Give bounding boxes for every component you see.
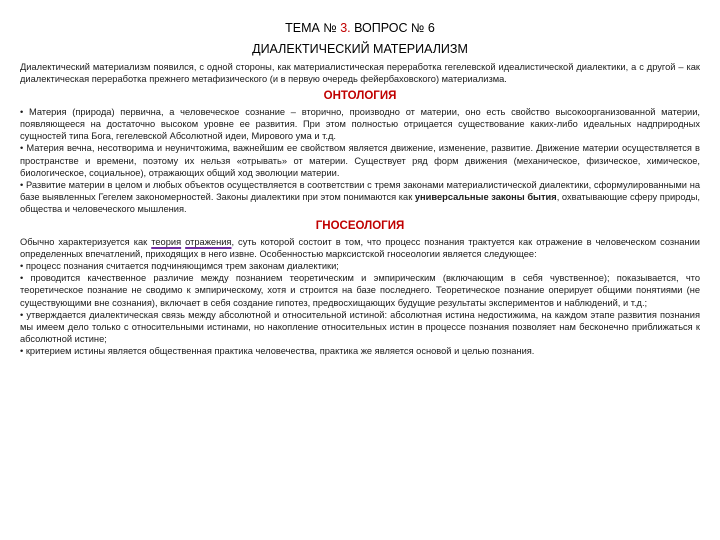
reflection-link[interactable]: отражения <box>185 237 232 248</box>
ontology-point-2: • Материя вечна, несотворима и неуничтожима, важнейшим ее свойством является движение, изменение, развитие. Движение материи осуществляется в пространстве и времени, поэтому их нельзя «отрывать» от материи. Существует ряд форм движения (механическое, физическое, химическое, биологическое, социальное), отражающих общий ход эволюции материи. <box>20 143 700 178</box>
title-suffix: ВОПРОС № 6 <box>350 21 435 35</box>
gnoseology-intro-start: Обычно характеризуется как <box>20 237 152 248</box>
ontology-point-3 <box>20 179 700 215</box>
title-prefix: ТЕМА № <box>285 21 341 35</box>
gnoseology-point-4: • критерием истины является общественная практика человечества, практика же является основой и целью познания. <box>20 345 535 356</box>
ontology-heading: ОНТОЛОГИЯ <box>323 90 397 103</box>
gnoseology-point-1: • процесс познания считается подчиняющимся трем законам диалектики; <box>20 261 339 272</box>
gnoseology-heading: ГНОСЕОЛОГИЯ <box>315 220 405 233</box>
universal-laws-term: универсальные законы бытия <box>414 191 557 202</box>
gnoseology-intro-end: , суть которой состоит в том, что процесс познания трактуется как отражение в человеческом сознании определенных впечатлений, приходящих в него извне. Особенностью марксистской гносеологии является следующее: <box>20 237 700 260</box>
slide-title <box>20 0 700 36</box>
ontology-point-3-end: , охватывающие сферу природы, общества и человеческого мышления. <box>20 191 701 214</box>
ontology-point-3-start: • Развитие материи в целом и любых объектов осуществляется в соответствии с тремя законами материалистической диалектики, сформулированными на базе выявленных Гегелем закономерностей. Законы диалектики при этом понимаются как <box>20 179 700 202</box>
intro-paragraph: Диалектический материализм появился, с одной стороны, как материалистическая переработка гегелевской идеалистической диалектики, а с другой – как диалектическая переработка прежнего метафизического (и в первую очередь фейербаховского) материализма. <box>20 62 700 85</box>
theory-link[interactable]: теория <box>151 237 182 248</box>
slide-subtitle: ДИАЛЕКТИЧЕСКИЙ МАТЕРИАЛИЗМ <box>252 42 468 56</box>
gnoseology-intro <box>20 236 700 260</box>
ontology-point-1: • Материя (природа) первична, а человеческое сознание – вторично, производно от материи, оно есть свойство высокоорганизованной материи, появляющееся на достаточно высоком уровне ее развития. При этом полностью отрицается существование каких-либо идеальных надприродных сущностей типа Бога, гегелевской Абсолютной идеи, Мирового ума и т.д. <box>20 107 700 142</box>
gnoseology-point-3: • утверждается диалектическая связь между абсолютной и относительной истиной: абсолютная истина недостижима, на каждом этапе развития познания мы имеем дело только с относительными истинами, но накопление относительных истин в процессе познания позволяет нам бесконечно приближаться к абсолютной истине; <box>20 309 700 344</box>
title-number: 3. <box>340 21 351 35</box>
gnoseology-point-2: • проводится качественное различие между познанием теоретическим и эмпирическим (включающим в себя чувственное); показывается, что теоретическое познание не сводимо к эмпирическому, хотя и строится на базе последнего. Теоретическое познание оперирует общими понятиями (не существующими вне сознания), включает в себя создание гипотез, предвосхищающих будущие результаты экспериментов и наблюдений, и т.д.; <box>20 273 700 308</box>
